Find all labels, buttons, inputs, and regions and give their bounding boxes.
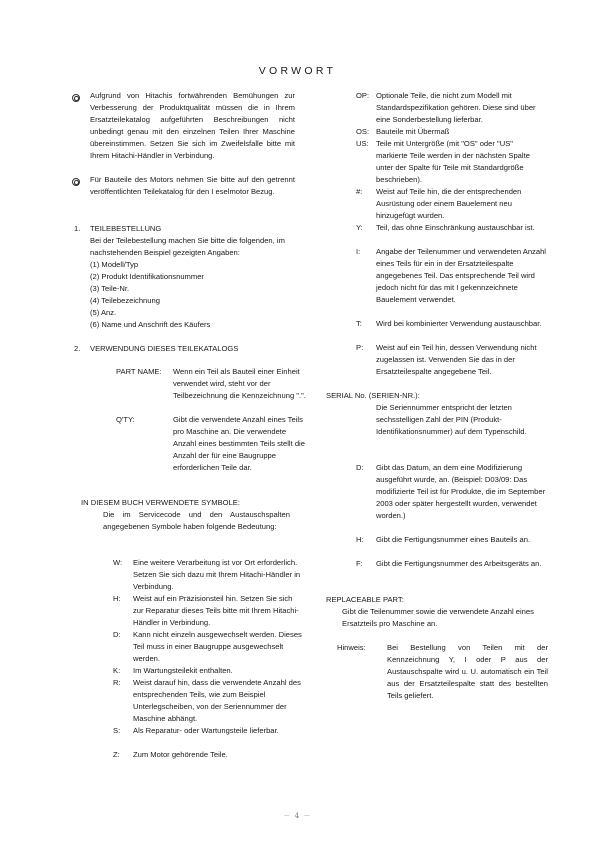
symbol-text: Teile mit Untergröße (mit "OS" oder "US" markierte Teile werden in der nächsten Spalte unter der Spalte für Teile mit Standardgröße beschrieben). <box>376 139 530 184</box>
definition-text: Wenn ein Teil als Bauteil einer Einheit verwendet wird, steht vor der Teilbezeichnung die Kennzeichnung ".". <box>173 367 306 400</box>
symbol-code: D: <box>356 463 364 472</box>
section-2-number: 2. <box>74 344 81 353</box>
symbol-code: K: <box>113 666 121 675</box>
intro-paragraph-1: Aufgrund von Hitachis fortwährenden Bemühungen zur Verbesserung der Produktqualität müssen die in Ihrem Ersatzteilekatalog aufgeführten Beschreibungen nicht unbedingt genau mit den einzelnen Teilen Ihrer Maschine übereinstimmen. Setzen Sie sich im Zweifelsfalle bitte mit Ihrem Hitachi-Händler in Verbindung. <box>90 91 295 160</box>
symbol-text: Weist darauf hin, dass die verwendete Anzahl des entsprechenden Teils, wie zum Beispiel Unterlegscheiben, von der Seriennummer der Maschine abhängt. <box>133 678 301 723</box>
symbol-code: OS: <box>356 127 370 136</box>
symbol-text: Als Reparatur- oder Wartungsteile lieferbar. <box>133 726 279 735</box>
list-item: (3) Teile-Nr. <box>90 283 130 293</box>
list-item: (1) Modell/Typ <box>90 260 139 269</box>
page-title: VORWORT <box>258 65 337 77</box>
symbol-text: Gibt die Fertigungsnummer des Arbeitsgeräts an. <box>376 559 542 568</box>
symbol-code: H: <box>356 535 364 544</box>
symbols-intro: Die im Servicecode und den Austauschspalten angegebenen Symbole haben folgende Bedeutung: <box>103 510 290 531</box>
symbol-code: H: <box>113 594 121 603</box>
section-1-text: Bei der Teilebestellung machen Sie bitte die folgenden, im nachstehenden Beispiel gezeigten Angaben: <box>90 236 285 257</box>
symbol-code: P: <box>356 343 364 352</box>
list-item: (4) Teilebezeichnung <box>90 295 160 305</box>
list-item: (6) Name und Anschrift des Käufers <box>90 319 211 329</box>
section-1-heading: TEILEBESTELLUNG <box>90 224 162 233</box>
symbol-code: OP: <box>356 91 370 100</box>
symbol-text: Teil, das ohne Einschränkung austauschbar ist. <box>376 223 535 232</box>
list-item: (5) Anz. <box>90 307 117 317</box>
note-label: Hinweis: <box>337 643 366 652</box>
note-text: Bei Bestellung von Teilen mit der Kennzeichnung Y, I oder P aus der Austauschspalte wird u. U. automatisch ein Teil aus der Ersatzteilespalte statt des bestellten Teils geliefert. <box>387 643 548 700</box>
replaceable-heading: REPLACEABLE PART: <box>326 595 404 604</box>
symbol-text: Optionale Teile, die nicht zum Modell mit Standardspezifikation gehören. Diese sind über eine Sonderbestellung lieferbar. <box>376 91 536 124</box>
symbol-code: S: <box>113 726 121 735</box>
symbol-text: Gibt das Datum, an dem eine Modifizierung ausgeführt wurde, an. (Beispiel: D03/09: Das modifizierte Teil ist für Produkte, die im September 2003 oder später hergestellt wurden, verwendet worden.) <box>376 463 546 520</box>
symbol-text: Wird bei kombinierter Verwendung austauschbar. <box>376 319 542 328</box>
serial-text: Die Seriennummer entspricht der letzten sechsstelligen Zahl der PIN (Produkt-Identifikationsnummer) auf dem Typenschild. <box>376 403 527 436</box>
symbol-text: Eine weitere Verarbeitung ist vor Ort erforderlich. Setzen Sie sich dazu mit Ihrem Hitachi-Händler in Verbindung. <box>133 558 301 591</box>
section-1-number: 1. <box>74 224 81 233</box>
symbol-text: Gibt die Fertigungsnummer eines Bauteils an. <box>376 535 531 544</box>
definition-label: Q'TY: <box>116 415 135 424</box>
symbol-code: Z: <box>113 750 120 759</box>
symbol-code: F: <box>356 559 363 568</box>
symbol-code: #: <box>356 187 363 196</box>
symbol-text: Im Wartungsteilekit enthalten. <box>133 666 233 675</box>
page-number: － 4 － <box>283 812 312 820</box>
replaceable-text: Gibt die Teilenummer sowie die verwendete Anzahl eines Ersatzteils pro Maschine an. <box>342 607 534 628</box>
symbol-text: Zum Motor gehörende Teile. <box>133 750 228 759</box>
symbol-text: Angabe der Teilenummer und verwendeten Anzahl eines Teils für ein in der Ersatzteilespalte angegebenes Teil. Das entsprechende Teil wird jedoch nicht für das mit I gekennzeichnete Bauelement verwendet. <box>376 247 546 304</box>
serial-heading: SERIAL No. (SERIEN-NR.): <box>326 391 420 400</box>
symbol-code: R: <box>113 678 121 687</box>
symbol-text: Kann nicht einzeln ausgewechselt werden. Dieses Teil muss in einer Baugruppe ausgewechselt werden. <box>133 630 302 663</box>
symbol-text: Bauteile mit Übermaß <box>376 127 450 136</box>
symbol-code: D: <box>113 630 121 639</box>
symbol-text: Weist auf ein Präzisionsteil hin. Setzen Sie sich zur Reparatur dieses Teils bitte mit Ihrem Hitachi-Händler in Verbindung. <box>133 594 299 627</box>
section-1-list <box>90 259 210 330</box>
double-circle-bullet-icon <box>72 178 80 186</box>
double-circle-bullet-icon <box>72 94 80 102</box>
definition-text: Gibt die verwendete Anzahl eines Teils pro Maschine an. Die verwendete Anzahl eines bestimmten Teils stellt die Anzahl der für eine Baugruppe erforderlichen Teile dar. <box>173 415 305 472</box>
symbol-code: W: <box>113 558 123 567</box>
symbol-code: US: <box>356 139 369 148</box>
symbol-text: Weist auf Teile hin, die der entsprechenden Ausrüstung oder einem Bauelement neu hinzugefügt wurden. <box>376 187 522 220</box>
symbol-code: I: <box>356 247 361 256</box>
list-item: (2) Produkt Identifikationsnummer <box>90 271 204 281</box>
symbol-code: Y: <box>356 223 363 232</box>
intro-paragraph-2: Für Bauteile des Motors nehmen Sie bitte auf den getrennt veröffentlichten Teilekatalog für den I eselmotor Bezug. <box>90 175 295 196</box>
section-2-heading: VERWENDUNG DIESES TEILEKATALOGS <box>90 344 239 353</box>
symbols-heading: IN DIESEM BUCH VERWENDETE SYMBOLE: <box>81 498 240 507</box>
symbol-code: T: <box>356 319 362 328</box>
definition-label: PART NAME: <box>116 367 162 376</box>
symbol-text: Weist auf ein Teil hin, dessen Verwendung nicht zugelassen ist. Verwenden Sie das in der Ersatzteilespalte angegebene Teil. <box>376 343 537 376</box>
